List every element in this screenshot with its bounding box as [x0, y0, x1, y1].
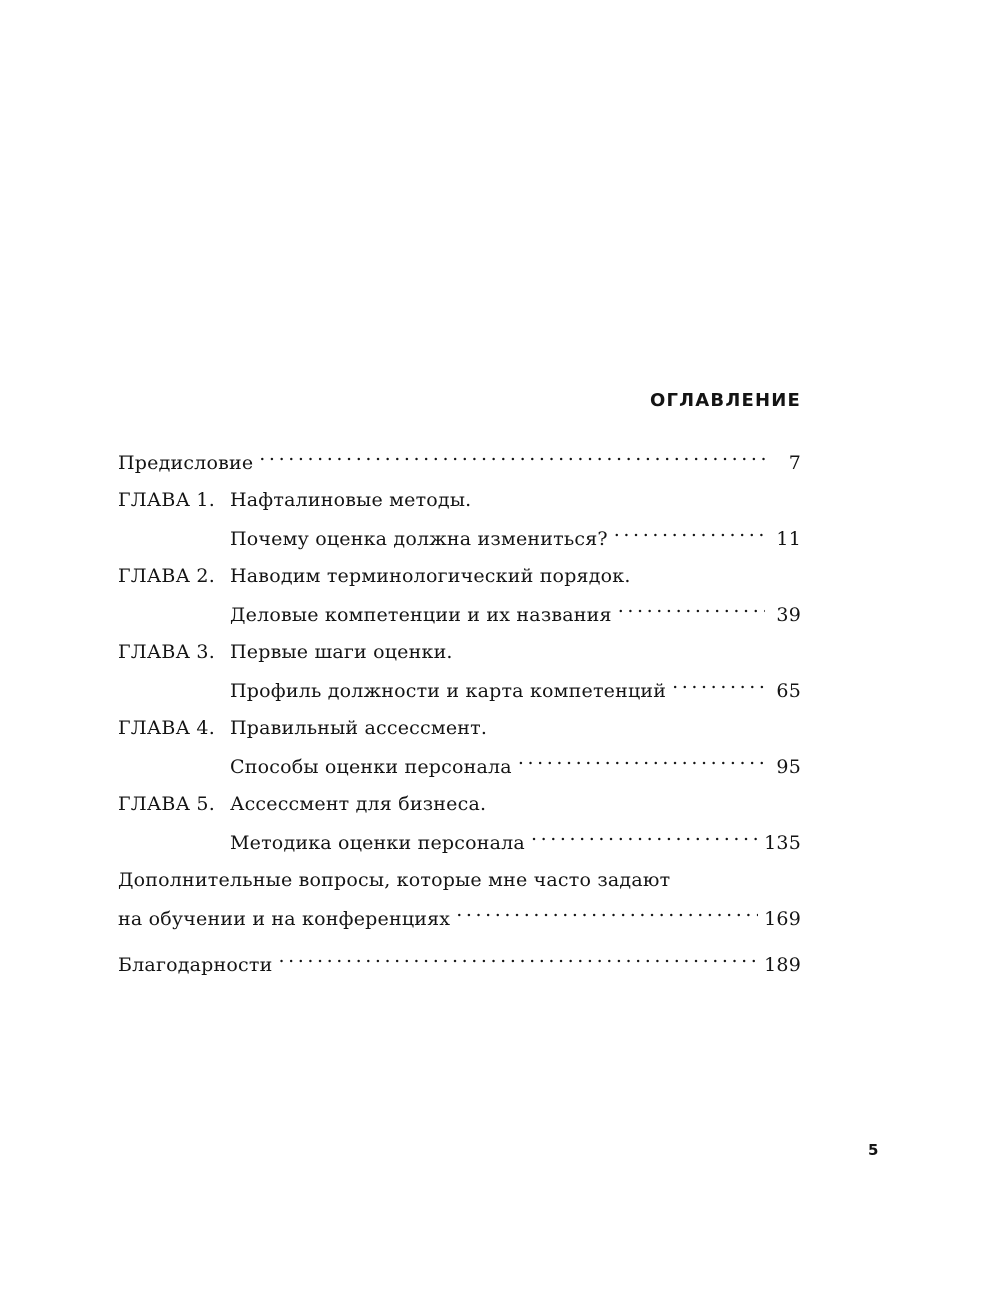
dot-leader — [672, 667, 765, 697]
toc-entry-extra-questions[interactable] — [118, 865, 801, 930]
chapter-subtitle: Деловые компетенции и их названия — [230, 604, 612, 626]
toc-entry-chapter-4[interactable] — [118, 713, 801, 778]
chapter-subtitle: Методика оценки персонала — [230, 832, 525, 854]
toc-page-number: 7 — [788, 452, 801, 474]
chapter-subtitle: Способы оценки персонала — [230, 756, 512, 778]
toc-entry-chapter-5[interactable] — [118, 789, 801, 854]
chapter-title: Нафталиновые методы. — [230, 489, 472, 511]
chapter-prefix: ГЛАВА 1. — [118, 489, 215, 511]
toc-page-number: 189 — [764, 954, 801, 976]
chapter-title: Наводим терминологический порядок. — [230, 565, 631, 587]
page-number: 5 — [868, 1141, 879, 1159]
dot-leader — [278, 941, 758, 971]
toc-entry-chapter-1[interactable] — [118, 485, 801, 550]
toc-heading: ОГЛАВЛЕНИЕ — [649, 390, 801, 411]
dot-leader — [456, 895, 758, 925]
dot-leader — [614, 515, 765, 545]
toc-page-number: 135 — [764, 832, 801, 854]
toc-page-number: 95 — [776, 756, 801, 778]
toc-entry-title-continued: на обучении и на конференциях — [118, 908, 451, 930]
dot-leader — [531, 819, 758, 849]
chapter-title: Правильный ассессмент. — [230, 717, 488, 739]
toc-entry-title: Дополнительные вопросы, которые мне часто задают — [118, 869, 671, 891]
toc-entry-chapter-3[interactable] — [118, 637, 801, 702]
chapter-prefix: ГЛАВА 3. — [118, 641, 215, 663]
toc-page-number: 39 — [776, 604, 801, 626]
toc-entry-title: Предисловие — [118, 452, 254, 474]
dot-leader — [618, 591, 765, 621]
toc-entry-preface[interactable] — [118, 439, 801, 474]
toc-page-number: 65 — [776, 680, 801, 702]
toc-entry-thanks[interactable] — [118, 941, 801, 976]
chapter-title: Первые шаги оценки. — [230, 641, 453, 663]
chapter-prefix: ГЛАВА 5. — [118, 793, 215, 815]
toc-page-number: 11 — [776, 528, 801, 550]
dot-leader — [518, 743, 765, 773]
chapter-prefix: ГЛАВА 2. — [118, 565, 215, 587]
chapter-title: Ассессмент для бизнеса. — [230, 793, 487, 815]
toc-entry-chapter-2[interactable] — [118, 561, 801, 626]
toc-entry-title: Благодарности — [118, 954, 273, 976]
dot-leader — [259, 439, 765, 469]
toc-page-number: 169 — [764, 908, 801, 930]
chapter-subtitle: Почему оценка должна измениться? — [230, 528, 608, 550]
table-of-contents — [118, 388, 801, 987]
chapter-subtitle: Профиль должности и карта компетенций — [230, 680, 667, 702]
chapter-prefix: ГЛАВА 4. — [118, 717, 215, 739]
